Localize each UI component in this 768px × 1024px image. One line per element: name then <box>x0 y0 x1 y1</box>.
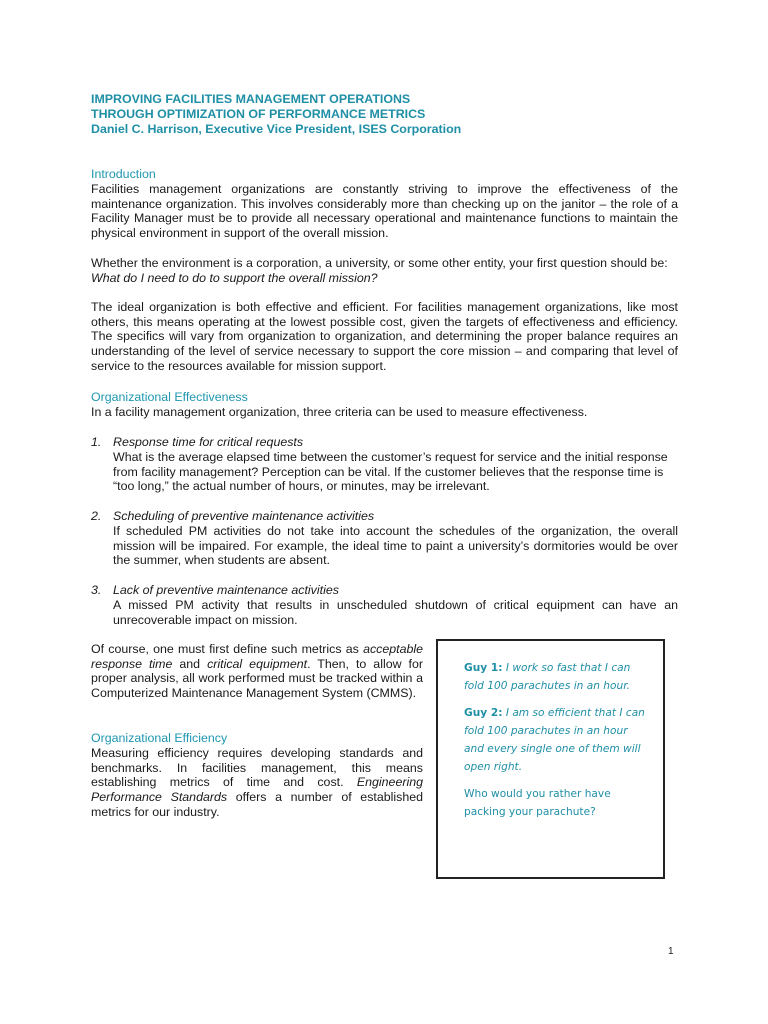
callout-guy-2 <box>464 704 649 776</box>
effectiveness-closing <box>91 642 423 701</box>
item-3-number: 3. <box>91 583 102 597</box>
closing-text-a: Of course, one must first define such metrics as <box>91 642 359 656</box>
closing-em-1: acceptable response time <box>91 642 423 671</box>
intro-paragraph-3: The ideal organization is both effective and efficient. For facilities management organizations, like most others, this means operating at the lowest possible cost, given the targets of effectiveness and efficiency. The specifics will vary from organization to organization, and determining the proper balance requires an understanding of the level of service necessary to support the core mission – and comparing that level of service to the resources available for mission support. <box>91 300 678 373</box>
title-line-1: IMPROVING FACILITIES MANAGEMENT OPERATIONS <box>91 92 411 106</box>
intro-paragraph-2 <box>91 256 678 285</box>
item-2-body: If scheduled PM activities do not take into account the schedules of the organization, the overall mission will be impaired. For example, the ideal time to paint a university’s dormitories would be over the summer, when students are absent. <box>113 524 678 568</box>
item-3-title: Lack of preventive maintenance activities <box>113 583 339 597</box>
item-3-body: A missed PM activity that results in unscheduled shutdown of critical equipment can have an unrecoverable impact on mission. <box>113 598 678 627</box>
guy-2-label: Guy 2: <box>464 707 503 719</box>
item-1-title: Response time for critical requests <box>113 435 304 449</box>
efficiency-text-a: Measuring efficiency requires developing standards and benchmarks. In facilities management, this means establishing metrics of time and cost. <box>91 746 423 790</box>
intro-p2-question: What do I need to do to support the overall mission? <box>91 270 378 285</box>
parachute-callout-box <box>436 639 665 879</box>
effectiveness-intro: In a facility management organization, three criteria can be used to measure effectiveness. <box>91 405 588 419</box>
guy-1-quote: I work so fast that I can fold 100 parachutes in an hour. <box>464 662 631 692</box>
item-2-number: 2. <box>91 509 102 523</box>
callout-question: Who would you rather have packing your parachute? <box>464 788 611 818</box>
closing-text-c: . Then, to allow for proper analysis, all work performed must be tracked within a Computerized Maintenance Management System (CMMS). <box>91 656 423 701</box>
efficiency-heading: Organizational Efficiency <box>91 731 228 745</box>
guy-1-label: Guy 1: <box>464 662 503 674</box>
item-1-body: What is the average elapsed time between the customer’s request for service and the initial response from facility management? Perception can be vital. If the customer believes that the response time is “too long,” the actual number of hours, or minutes, may be irrelevant. <box>113 450 668 494</box>
guy-2-quote: I am so efficient that I can fold 100 parachutes in an hour and every single one of them will open right. <box>464 707 645 773</box>
efficiency-paragraph <box>91 746 423 820</box>
document-title <box>91 92 681 137</box>
intro-p2-text: Whether the environment is a corporation, a university, or some other entity, your first question should be: <box>91 256 668 270</box>
closing-em-2: critical equipment <box>207 656 308 671</box>
title-line-2: THROUGH OPTIMIZATION OF PERFORMANCE METRICS <box>91 107 426 121</box>
item-1-number: 1. <box>91 435 102 449</box>
intro-paragraph-1: Facilities management organizations are constantly striving to improve the effectiveness of the maintenance organization. This involves considerably more than checking up on the janitor – the role of a Facility Manager must be to provide all necessary operational and maintenance functions to maintain the physical environment in support of the overall mission. <box>91 182 678 241</box>
author-line: Daniel C. Harrison, Executive Vice President, ISES Corporation <box>91 122 462 136</box>
effectiveness-heading: Organizational Effectiveness <box>91 390 248 404</box>
page-number: 1 <box>668 946 674 957</box>
closing-text-b: and <box>179 656 201 671</box>
item-2-title: Scheduling of preventive maintenance activities <box>113 509 375 523</box>
efficiency-em: Engineering Performance Standards <box>91 775 423 805</box>
introduction-heading: Introduction <box>91 167 156 181</box>
efficiency-text-b: offers a number of established metrics for our industry. <box>91 790 423 819</box>
callout-guy-1 <box>464 659 649 695</box>
